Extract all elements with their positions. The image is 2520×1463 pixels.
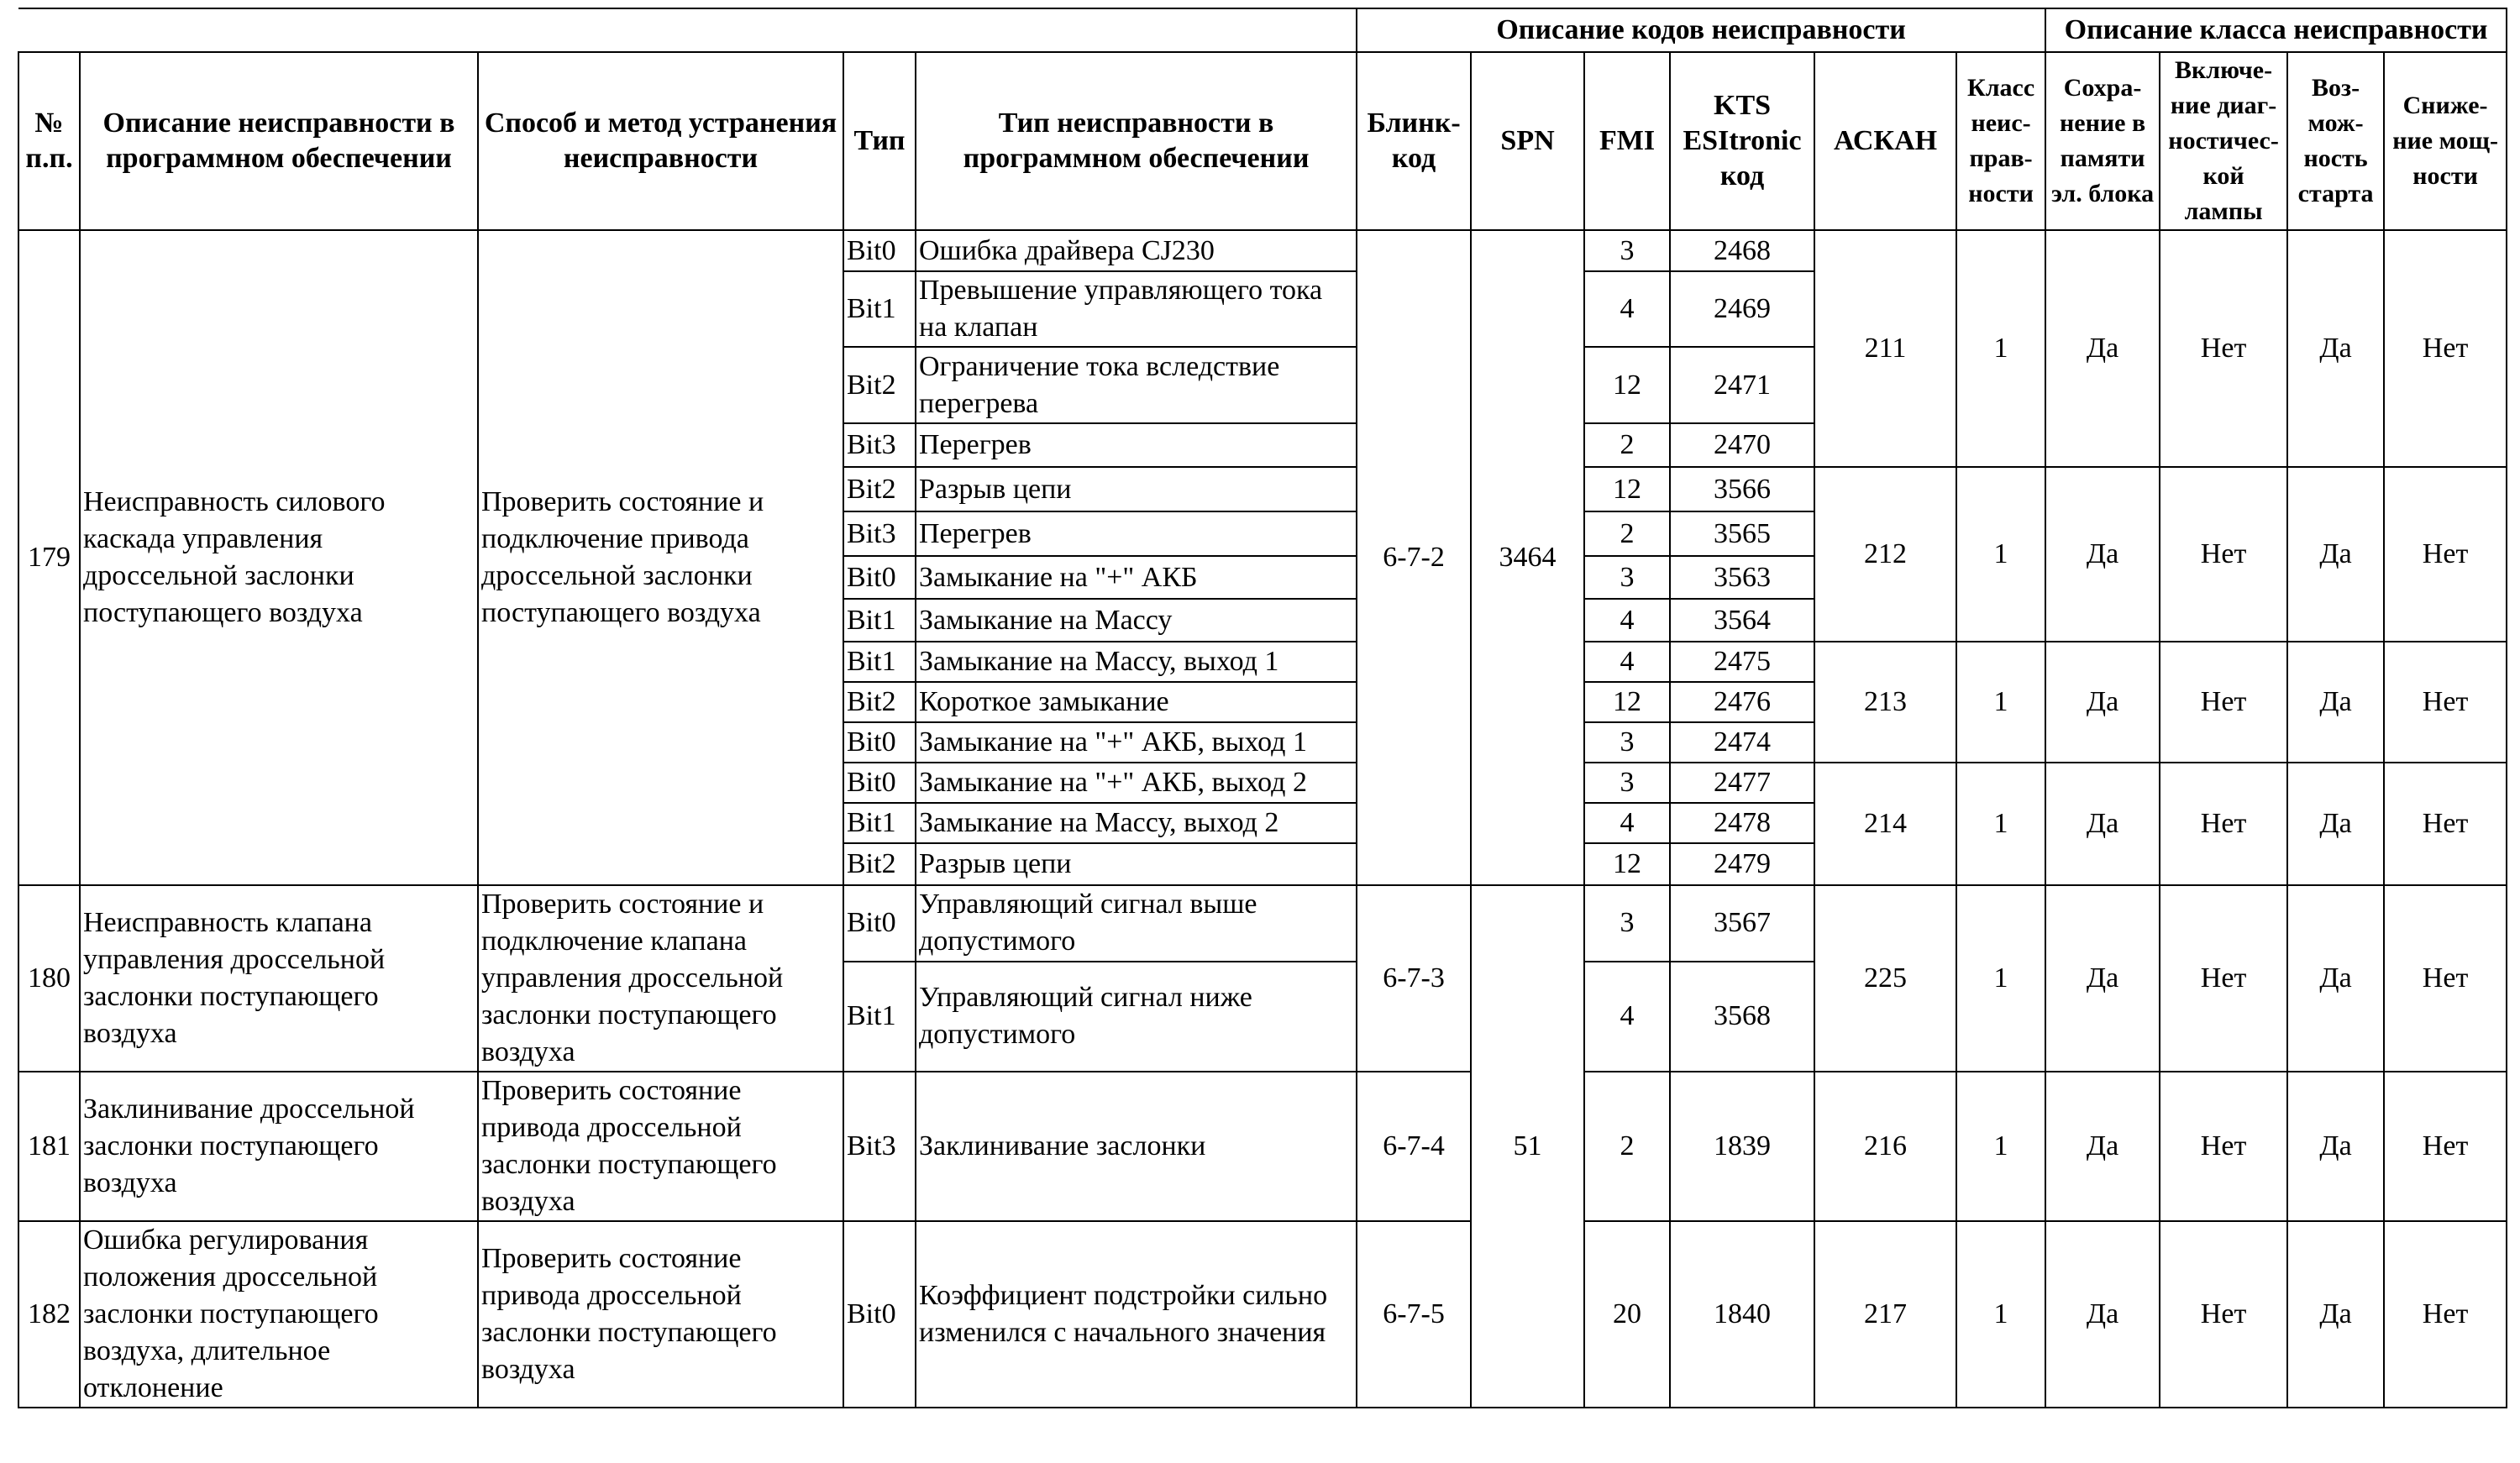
row-kts: 3566 [1670,467,1814,511]
row-method: Проверить состояние и подключение привода дроссельной заслонки поступающего воздуха [478,230,843,885]
header-group-row [18,8,2507,52]
row-kts: 3568 [1670,962,1814,1072]
row-fmi: 4 [1584,803,1670,843]
row-start: Да [2287,763,2384,885]
row-start: Да [2287,467,2384,642]
header-method: Способ и метод устранения неисправности [478,52,843,230]
row-bit: Bit1 [843,599,916,642]
row-lamp: Нет [2160,885,2287,1072]
row-save: Да [2045,230,2160,467]
table-row [18,230,2507,271]
row-fmi: 12 [1584,467,1670,511]
row-power: Нет [2384,1072,2507,1221]
header-class: Класс неис-прав-ности [1956,52,2045,230]
table-row [18,1072,2507,1221]
row-lamp: Нет [2160,642,2287,763]
row-type-desc: Ограничение тока вследствие перегрева [916,347,1357,423]
row-bit: Bit2 [843,682,916,722]
row-fmi: 4 [1584,642,1670,682]
row-bit: Bit2 [843,347,916,423]
row-bit: Bit1 [843,642,916,682]
row-type-desc: Короткое замыкание [916,682,1357,722]
fault-codes-table [18,8,2507,1408]
row-num: 179 [18,230,80,885]
row-num: 180 [18,885,80,1072]
row-type-desc: Управляющий сигнал выше допустимого [916,885,1357,962]
row-desc: Ошибка регулирования положения дроссельной заслонки поступающего воздуха, длительное отклонение [80,1221,478,1408]
header-num: № п.п. [18,52,80,230]
row-start: Да [2287,1221,2384,1408]
row-fmi: 20 [1584,1221,1670,1408]
row-class: 1 [1956,642,2045,763]
header-start: Воз-мож-ность старта [2287,52,2384,230]
row-lamp: Нет [2160,1072,2287,1221]
row-power: Нет [2384,763,2507,885]
header-fmi: FMI [1584,52,1670,230]
row-askan: 214 [1814,763,1956,885]
row-desc: Неисправность клапана управления дроссельной заслонки поступающего воздуха [80,885,478,1072]
row-fmi: 12 [1584,682,1670,722]
row-class: 1 [1956,885,2045,1072]
row-bit: Bit1 [843,271,916,347]
row-type-desc: Перегрев [916,511,1357,556]
row-fmi: 4 [1584,599,1670,642]
row-type-desc: Разрыв цепи [916,467,1357,511]
row-kts: 2468 [1670,230,1814,271]
header-power: Сниже-ние мощ-ности [2384,52,2507,230]
row-kts: 2470 [1670,423,1814,467]
row-fmi: 3 [1584,885,1670,962]
header-save: Сохра-нение в памяти эл. блока [2045,52,2160,230]
header-lamp: Включе-ние диаг-ностичес-кой лампы [2160,52,2287,230]
row-class: 1 [1956,1072,2045,1221]
row-type-desc: Замыкание на Массу, выход 2 [916,803,1357,843]
row-bit: Bit3 [843,511,916,556]
row-askan: 213 [1814,642,1956,763]
header-spn: SPN [1471,52,1584,230]
row-kts: 1839 [1670,1072,1814,1221]
header-type-desc: Тип неисправности в программном обеспечении [916,52,1357,230]
row-method: Проверить состояние привода дроссельной заслонки поступающего воздуха [478,1221,843,1408]
row-bit: Bit0 [843,230,916,271]
header-group-codes: Описание кодов неисправности [1357,8,2045,52]
row-power: Нет [2384,467,2507,642]
row-num: 181 [18,1072,80,1221]
row-lamp: Нет [2160,763,2287,885]
row-class: 1 [1956,1221,2045,1408]
row-bit: Bit0 [843,556,916,599]
row-start: Да [2287,230,2384,467]
header-askan: АСКАН [1814,52,1956,230]
row-blink: 6-7-5 [1357,1221,1471,1408]
row-askan: 211 [1814,230,1956,467]
row-blink: 6-7-2 [1357,230,1471,885]
row-method: Проверить состояние и подключение клапана управления дроссельной заслонки поступающего воздуха [478,885,843,1072]
row-type-desc: Разрыв цепи [916,843,1357,885]
header-group-class: Описание класса неисправности [2045,8,2507,52]
row-save: Да [2045,467,2160,642]
row-bit: Bit3 [843,1072,916,1221]
row-fmi: 3 [1584,556,1670,599]
table-row [18,885,2507,962]
row-bit: Bit1 [843,962,916,1072]
row-kts: 2471 [1670,347,1814,423]
row-save: Да [2045,763,2160,885]
row-bit: Bit0 [843,763,916,803]
row-type-desc: Замыкание на "+" АКБ, выход 1 [916,722,1357,763]
row-fmi: 3 [1584,230,1670,271]
row-type-desc: Управляющий сигнал ниже допустимого [916,962,1357,1072]
header-blink: Блинк-код [1357,52,1471,230]
row-fmi: 4 [1584,271,1670,347]
table-row [18,1221,2507,1408]
row-askan: 217 [1814,1221,1956,1408]
row-fmi: 12 [1584,347,1670,423]
row-method: Проверить состояние привода дроссельной заслонки поступающего воздуха [478,1072,843,1221]
row-save: Да [2045,1072,2160,1221]
row-power: Нет [2384,642,2507,763]
row-spn: 51 [1471,885,1584,1408]
header-blank [18,8,1357,52]
row-kts: 2476 [1670,682,1814,722]
row-kts: 2474 [1670,722,1814,763]
row-power: Нет [2384,885,2507,1072]
row-bit: Bit0 [843,1221,916,1408]
header-desc: Описание неисправности в программном обеспечении [80,52,478,230]
row-kts: 3565 [1670,511,1814,556]
row-bit: Bit0 [843,722,916,763]
row-blink: 6-7-3 [1357,885,1471,1072]
row-bit: Bit2 [843,843,916,885]
row-fmi: 2 [1584,511,1670,556]
row-type-desc: Замыкание на "+" АКБ [916,556,1357,599]
row-kts: 2469 [1670,271,1814,347]
header-column-row [18,52,2507,230]
row-desc: Заклинивание дроссельной заслонки поступающего воздуха [80,1072,478,1221]
row-class: 1 [1956,230,2045,467]
row-bit: Bit1 [843,803,916,843]
row-power: Нет [2384,1221,2507,1408]
row-start: Да [2287,885,2384,1072]
row-fmi: 2 [1584,1072,1670,1221]
row-kts: 2477 [1670,763,1814,803]
row-lamp: Нет [2160,467,2287,642]
row-kts: 2478 [1670,803,1814,843]
row-kts: 1840 [1670,1221,1814,1408]
row-power: Нет [2384,230,2507,467]
row-fmi: 3 [1584,763,1670,803]
row-type-desc: Замыкание на Массу [916,599,1357,642]
row-fmi: 3 [1584,722,1670,763]
row-askan: 225 [1814,885,1956,1072]
row-spn: 3464 [1471,230,1584,885]
row-start: Да [2287,1072,2384,1221]
row-class: 1 [1956,763,2045,885]
row-lamp: Нет [2160,230,2287,467]
header-kts: KTS ESItronic код [1670,52,1814,230]
row-kts: 3564 [1670,599,1814,642]
row-num: 182 [18,1221,80,1408]
row-askan: 212 [1814,467,1956,642]
row-kts: 3567 [1670,885,1814,962]
row-type-desc: Заклинивание заслонки [916,1072,1357,1221]
row-kts: 3563 [1670,556,1814,599]
row-type-desc: Замыкание на "+" АКБ, выход 2 [916,763,1357,803]
row-blink: 6-7-4 [1357,1072,1471,1221]
row-kts: 2475 [1670,642,1814,682]
row-bit: Bit0 [843,885,916,962]
row-lamp: Нет [2160,1221,2287,1408]
row-save: Да [2045,642,2160,763]
row-fmi: 12 [1584,843,1670,885]
row-type-desc: Превышение управляющего тока на клапан [916,271,1357,347]
row-desc: Неисправность силового каскада управления дроссельной заслонки поступающего воздуха [80,230,478,885]
row-type-desc: Коэффициент подстройки сильно изменился с начального значения [916,1221,1357,1408]
row-kts: 2479 [1670,843,1814,885]
row-class: 1 [1956,467,2045,642]
row-type-desc: Ошибка драйвера CJ230 [916,230,1357,271]
row-askan: 216 [1814,1072,1956,1221]
row-fmi: 4 [1584,962,1670,1072]
row-bit: Bit3 [843,423,916,467]
row-save: Да [2045,1221,2160,1408]
row-start: Да [2287,642,2384,763]
row-save: Да [2045,885,2160,1072]
row-bit: Bit2 [843,467,916,511]
row-type-desc: Замыкание на Массу, выход 1 [916,642,1357,682]
row-type-desc: Перегрев [916,423,1357,467]
header-type: Тип [843,52,916,230]
row-fmi: 2 [1584,423,1670,467]
